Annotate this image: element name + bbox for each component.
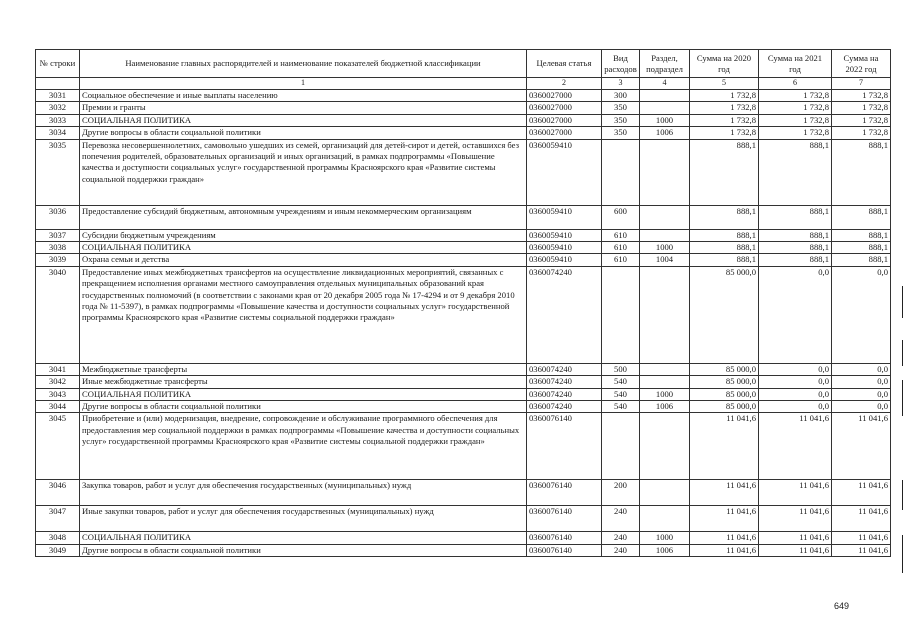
row-number-cell: 3036 bbox=[36, 205, 80, 229]
table-row bbox=[36, 139, 891, 205]
target-article-cell: 0360074240 bbox=[527, 388, 602, 400]
margin-mark bbox=[902, 380, 903, 416]
row-number-cell: 3032 bbox=[36, 102, 80, 114]
sum-2022-cell: 11 041,6 bbox=[832, 413, 891, 480]
row-number-cell: 3041 bbox=[36, 363, 80, 375]
sum-2020-cell: 11 041,6 bbox=[690, 506, 759, 532]
sum-2020-cell: 85 000,0 bbox=[690, 388, 759, 400]
sum-2022-cell: 1 732,8 bbox=[832, 102, 891, 114]
section-cell: 1000 bbox=[640, 114, 690, 126]
row-number-cell: 3049 bbox=[36, 544, 80, 556]
header-target-article: Целевая статья bbox=[527, 50, 602, 78]
expense-type-cell bbox=[602, 413, 640, 480]
table-row bbox=[36, 376, 891, 388]
row-number-cell: 3031 bbox=[36, 90, 80, 102]
section-cell bbox=[640, 229, 690, 241]
expense-type-cell: 600 bbox=[602, 205, 640, 229]
sum-2021-cell: 0,0 bbox=[759, 401, 832, 413]
sum-2022-cell: 11 041,6 bbox=[832, 532, 891, 544]
row-number-cell: 3033 bbox=[36, 114, 80, 126]
sum-2021-cell: 888,1 bbox=[759, 254, 832, 266]
row-number-cell: 3046 bbox=[36, 480, 80, 506]
row-name-cell: Социальное обеспечение и иные выплаты населению bbox=[80, 90, 527, 102]
margin-mark bbox=[902, 286, 903, 318]
expense-type-cell: 240 bbox=[602, 544, 640, 556]
expense-type-cell bbox=[602, 266, 640, 363]
sum-2022-cell: 0,0 bbox=[832, 388, 891, 400]
sum-2020-cell: 888,1 bbox=[690, 139, 759, 205]
sum-2021-cell: 888,1 bbox=[759, 205, 832, 229]
sum-2021-cell: 888,1 bbox=[759, 229, 832, 241]
target-article-cell: 0360076140 bbox=[527, 506, 602, 532]
row-name-cell: СОЦИАЛЬНАЯ ПОЛИТИКА bbox=[80, 388, 527, 400]
header-sum-2022: Сумма на 2022 год bbox=[832, 50, 891, 78]
column-number: 6 bbox=[759, 78, 832, 90]
sum-2022-cell: 11 041,6 bbox=[832, 480, 891, 506]
section-cell bbox=[640, 376, 690, 388]
sum-2022-cell: 0,0 bbox=[832, 376, 891, 388]
sum-2020-cell: 11 041,6 bbox=[690, 480, 759, 506]
row-number-cell: 3035 bbox=[36, 139, 80, 205]
sum-2022-cell: 888,1 bbox=[832, 254, 891, 266]
page-number: 649 bbox=[834, 601, 850, 611]
section-cell: 1006 bbox=[640, 127, 690, 139]
sum-2022-cell: 888,1 bbox=[832, 242, 891, 254]
row-number-cell: 3034 bbox=[36, 127, 80, 139]
expense-type-cell: 240 bbox=[602, 506, 640, 532]
sum-2020-cell: 11 041,6 bbox=[690, 413, 759, 480]
column-number: 4 bbox=[640, 78, 690, 90]
section-cell: 1006 bbox=[640, 401, 690, 413]
section-cell bbox=[640, 266, 690, 363]
table-body bbox=[36, 90, 891, 557]
row-name-cell: Охрана семьи и детства bbox=[80, 254, 527, 266]
section-cell bbox=[640, 413, 690, 480]
budget-table bbox=[35, 49, 891, 557]
expense-type-cell: 540 bbox=[602, 376, 640, 388]
section-cell: 1000 bbox=[640, 532, 690, 544]
sum-2020-cell: 888,1 bbox=[690, 229, 759, 241]
sum-2020-cell: 888,1 bbox=[690, 254, 759, 266]
target-article-cell: 0360076140 bbox=[527, 532, 602, 544]
sum-2022-cell: 0,0 bbox=[832, 266, 891, 363]
table-row bbox=[36, 242, 891, 254]
expense-type-cell: 500 bbox=[602, 363, 640, 375]
column-number: 2 bbox=[527, 78, 602, 90]
section-cell: 1000 bbox=[640, 388, 690, 400]
table-row bbox=[36, 90, 891, 102]
table-row bbox=[36, 114, 891, 126]
sum-2020-cell: 1 732,8 bbox=[690, 90, 759, 102]
table-row bbox=[36, 229, 891, 241]
section-cell bbox=[640, 363, 690, 375]
expense-type-cell: 350 bbox=[602, 102, 640, 114]
table-row bbox=[36, 388, 891, 400]
sum-2021-cell: 0,0 bbox=[759, 363, 832, 375]
sum-2020-cell: 888,1 bbox=[690, 205, 759, 229]
sum-2021-cell: 888,1 bbox=[759, 242, 832, 254]
margin-mark bbox=[902, 480, 903, 510]
column-number: 7 bbox=[832, 78, 891, 90]
sum-2021-cell: 11 041,6 bbox=[759, 532, 832, 544]
sum-2020-cell: 1 732,8 bbox=[690, 114, 759, 126]
sum-2022-cell: 888,1 bbox=[832, 139, 891, 205]
section-cell bbox=[640, 102, 690, 114]
sum-2020-cell: 85 000,0 bbox=[690, 266, 759, 363]
sum-2022-cell: 888,1 bbox=[832, 205, 891, 229]
sum-2020-cell: 1 732,8 bbox=[690, 127, 759, 139]
section-cell bbox=[640, 480, 690, 506]
sum-2021-cell: 0,0 bbox=[759, 388, 832, 400]
row-number-cell: 3037 bbox=[36, 229, 80, 241]
margin-mark bbox=[902, 535, 903, 573]
expense-type-cell: 350 bbox=[602, 127, 640, 139]
section-cell bbox=[640, 139, 690, 205]
row-number-cell: 3040 bbox=[36, 266, 80, 363]
target-article-cell: 0360074240 bbox=[527, 376, 602, 388]
expense-type-cell: 200 bbox=[602, 480, 640, 506]
target-article-cell: 0360027000 bbox=[527, 114, 602, 126]
target-article-cell: 0360059410 bbox=[527, 205, 602, 229]
sum-2022-cell: 888,1 bbox=[832, 229, 891, 241]
section-cell bbox=[640, 205, 690, 229]
row-number-cell: 3038 bbox=[36, 242, 80, 254]
section-cell: 1004 bbox=[640, 254, 690, 266]
row-name-cell: Другие вопросы в области социальной политики bbox=[80, 401, 527, 413]
header-row-number: № строки bbox=[36, 50, 80, 78]
section-cell bbox=[640, 506, 690, 532]
header-section: Раздел, подраздел bbox=[640, 50, 690, 78]
row-name-cell: Иные закупки товаров, работ и услуг для обеспечения государственных (муниципальных) нужд bbox=[80, 506, 527, 532]
expense-type-cell: 610 bbox=[602, 229, 640, 241]
table-row bbox=[36, 506, 891, 532]
row-name-cell: СОЦИАЛЬНАЯ ПОЛИТИКА bbox=[80, 532, 527, 544]
row-number-cell: 3042 bbox=[36, 376, 80, 388]
sum-2020-cell: 1 732,8 bbox=[690, 102, 759, 114]
sum-2021-cell: 11 041,6 bbox=[759, 506, 832, 532]
row-number-cell: 3043 bbox=[36, 388, 80, 400]
sum-2021-cell: 11 041,6 bbox=[759, 544, 832, 556]
expense-type-cell bbox=[602, 139, 640, 205]
table-row bbox=[36, 102, 891, 114]
target-article-cell: 0360074240 bbox=[527, 401, 602, 413]
target-article-cell: 0360059410 bbox=[527, 242, 602, 254]
row-name-cell: Премии и гранты bbox=[80, 102, 527, 114]
sum-2022-cell: 1 732,8 bbox=[832, 114, 891, 126]
sum-2020-cell: 11 041,6 bbox=[690, 532, 759, 544]
row-name-cell: СОЦИАЛЬНАЯ ПОЛИТИКА bbox=[80, 114, 527, 126]
target-article-cell: 0360027000 bbox=[527, 90, 602, 102]
target-article-cell: 0360076140 bbox=[527, 413, 602, 480]
header-expense-type: Вид расходов bbox=[602, 50, 640, 78]
target-article-cell: 0360074240 bbox=[527, 266, 602, 363]
expense-type-cell: 300 bbox=[602, 90, 640, 102]
row-name-cell: Иные межбюджетные трансферты bbox=[80, 376, 527, 388]
sum-2022-cell: 1 732,8 bbox=[832, 90, 891, 102]
table-row bbox=[36, 127, 891, 139]
target-article-cell: 0360076140 bbox=[527, 480, 602, 506]
row-name-cell: Приобретение и (или) модернизация, внедрение, сопровождение и обслуживание программного обеспечения для предоставления мер социальной поддержки в рамках подпрограммы «Повышение качества и доступности социальных услуг» государственной программы Красноярского края «Развитие системы социальной поддержки граждан» bbox=[80, 413, 527, 480]
row-name-cell: Другие вопросы в области социальной политики bbox=[80, 544, 527, 556]
sum-2021-cell: 11 041,6 bbox=[759, 413, 832, 480]
sum-2022-cell: 1 732,8 bbox=[832, 127, 891, 139]
target-article-cell: 0360059410 bbox=[527, 139, 602, 205]
expense-type-cell: 610 bbox=[602, 242, 640, 254]
row-name-cell: СОЦИАЛЬНАЯ ПОЛИТИКА bbox=[80, 242, 527, 254]
sum-2021-cell: 1 732,8 bbox=[759, 102, 832, 114]
target-article-cell: 0360059410 bbox=[527, 229, 602, 241]
sum-2020-cell: 85 000,0 bbox=[690, 376, 759, 388]
row-name-cell: Предоставление иных межбюджетных трансфертов на осуществление ликвидационных мероприятий, связанных с прекращением исполнения органами местного самоуправления отдельных муниципальных образований края государственных полномочий (в соответствии с законами края от 20 декабря 2005 года № 17-4294 и от 9 декабря 2010 года № 11-5397), в рамках подпрограммы «Повышение качества и доступности социальных услуг» государственной программы Красноярского края «Развитие системы социальной поддержки граждан» bbox=[80, 266, 527, 363]
sum-2022-cell: 11 041,6 bbox=[832, 506, 891, 532]
column-number-row bbox=[36, 78, 891, 90]
margin-mark bbox=[902, 340, 903, 366]
column-number: 1 bbox=[80, 78, 527, 90]
sum-2021-cell: 0,0 bbox=[759, 376, 832, 388]
table-row bbox=[36, 532, 891, 544]
target-article-cell: 0360076140 bbox=[527, 544, 602, 556]
sum-2022-cell: 11 041,6 bbox=[832, 544, 891, 556]
target-article-cell: 0360027000 bbox=[527, 102, 602, 114]
table-row bbox=[36, 205, 891, 229]
target-article-cell: 0360059410 bbox=[527, 254, 602, 266]
row-number-cell: 3039 bbox=[36, 254, 80, 266]
section-cell: 1006 bbox=[640, 544, 690, 556]
sum-2020-cell: 888,1 bbox=[690, 242, 759, 254]
row-name-cell: Межбюджетные трансферты bbox=[80, 363, 527, 375]
sum-2022-cell: 0,0 bbox=[832, 363, 891, 375]
row-name-cell: Закупка товаров, работ и услуг для обеспечения государственных (муниципальных) нужд bbox=[80, 480, 527, 506]
table-row bbox=[36, 363, 891, 375]
expense-type-cell: 540 bbox=[602, 401, 640, 413]
sum-2021-cell: 1 732,8 bbox=[759, 127, 832, 139]
sum-2020-cell: 11 041,6 bbox=[690, 544, 759, 556]
table-row bbox=[36, 254, 891, 266]
header-sum-2020: Сумма на 2020 год bbox=[690, 50, 759, 78]
expense-type-cell: 240 bbox=[602, 532, 640, 544]
section-cell: 1000 bbox=[640, 242, 690, 254]
sum-2021-cell: 11 041,6 bbox=[759, 480, 832, 506]
sum-2021-cell: 0,0 bbox=[759, 266, 832, 363]
sum-2022-cell: 0,0 bbox=[832, 401, 891, 413]
target-article-cell: 0360074240 bbox=[527, 363, 602, 375]
row-name-cell: Другие вопросы в области социальной политики bbox=[80, 127, 527, 139]
header-row bbox=[36, 50, 891, 78]
section-cell bbox=[640, 90, 690, 102]
sum-2021-cell: 1 732,8 bbox=[759, 90, 832, 102]
table-row bbox=[36, 480, 891, 506]
sum-2021-cell: 1 732,8 bbox=[759, 114, 832, 126]
row-number-cell: 3044 bbox=[36, 401, 80, 413]
column-number bbox=[36, 78, 80, 90]
row-name-cell: Субсидии бюджетным учреждениям bbox=[80, 229, 527, 241]
table-row bbox=[36, 413, 891, 480]
sum-2021-cell: 888,1 bbox=[759, 139, 832, 205]
row-name-cell: Предоставление субсидий бюджетным, автономным учреждениям и иным некоммерческим организациям bbox=[80, 205, 527, 229]
row-name-cell: Перевозка несовершеннолетних, самовольно ушедших из семей, организаций для детей-сирот и детей, оставшихся без попечения родителей, образовательных организаций и иных организаций, в рамках подпрограммы «Повышение качества и доступности социальных услуг» государственной программы Красноярского края «Развитие системы социальной поддержки граждан» bbox=[80, 139, 527, 205]
sum-2020-cell: 85 000,0 bbox=[690, 363, 759, 375]
table-row bbox=[36, 401, 891, 413]
expense-type-cell: 540 bbox=[602, 388, 640, 400]
row-number-cell: 3048 bbox=[36, 532, 80, 544]
table-row bbox=[36, 544, 891, 556]
table-row bbox=[36, 266, 891, 363]
sum-2020-cell: 85 000,0 bbox=[690, 401, 759, 413]
row-number-cell: 3047 bbox=[36, 506, 80, 532]
target-article-cell: 0360027000 bbox=[527, 127, 602, 139]
header-sum-2021: Сумма на 2021 год bbox=[759, 50, 832, 78]
row-number-cell: 3045 bbox=[36, 413, 80, 480]
header-name: Наименование главных распорядителей и наименование показателей бюджетной классификации bbox=[80, 50, 527, 78]
column-number: 3 bbox=[602, 78, 640, 90]
column-number: 5 bbox=[690, 78, 759, 90]
expense-type-cell: 350 bbox=[602, 114, 640, 126]
expense-type-cell: 610 bbox=[602, 254, 640, 266]
